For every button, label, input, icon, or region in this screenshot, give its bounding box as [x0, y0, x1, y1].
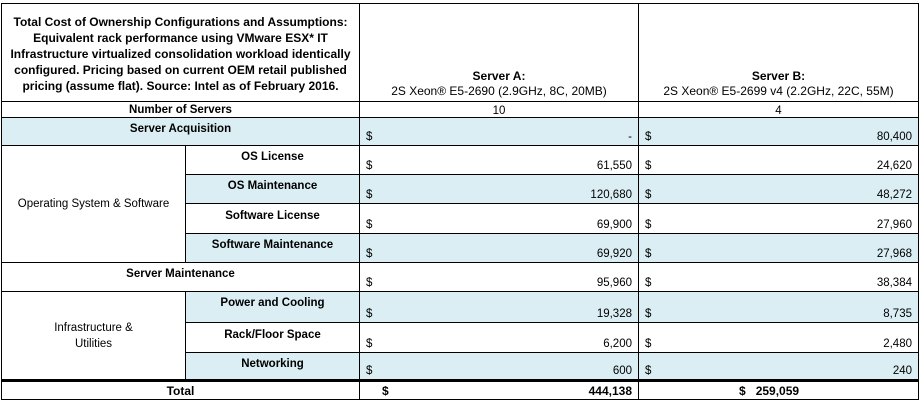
currency-symbol: $: [366, 308, 373, 320]
networking-b: [639, 353, 919, 381]
number-of-servers-label: Number of Servers: [2, 102, 360, 118]
rack-floor-label: Rack/Floor Space: [186, 323, 360, 353]
total-b: [639, 381, 919, 400]
currency-symbol: $: [366, 189, 373, 201]
server-maintenance-a: [360, 263, 639, 292]
server-maintenance-b: [639, 263, 919, 292]
server-maintenance-row: [2, 263, 919, 292]
software-maintenance-b-value: 27,968: [876, 248, 912, 260]
software-maintenance-a: [360, 234, 639, 263]
currency-symbol: $: [366, 338, 373, 350]
currency-symbol: $: [645, 131, 652, 143]
total-b-value: 259,059: [755, 383, 800, 398]
currency-symbol: $: [645, 248, 652, 260]
server-acquisition-a: [360, 118, 639, 146]
currency-symbol: $: [366, 131, 373, 143]
networking-a: [360, 353, 639, 381]
power-cooling-a-value: 19,328: [596, 308, 632, 320]
rack-floor-b: [639, 323, 919, 353]
number-of-servers-a: 10: [360, 102, 639, 118]
software-maintenance-label: Software Maintenance: [186, 234, 360, 263]
os-maintenance-label: OS Maintenance: [186, 175, 360, 204]
rack-floor-a-value: 6,200: [603, 338, 632, 350]
networking-b-value: 240: [892, 365, 912, 377]
power-cooling-label: Power and Cooling: [186, 292, 360, 323]
currency-symbol: $: [645, 338, 652, 350]
intro-text: Total Cost of Ownership Configurations and Assumptions: Equivalent rack performance using VMware ESX* IT Infrastructure virtualized consolidation workload identically configured. Pricing based on current OEM retail published pricing (assume flat). Source: Intel as of February 2016.: [2, 4, 360, 102]
software-license-b: [639, 204, 919, 234]
currency-symbol: $: [645, 308, 652, 320]
currency-symbol: $: [645, 365, 652, 377]
server-acquisition-a-value: -: [628, 131, 632, 143]
infra-group-text: Infrastructure & Utilities: [54, 321, 133, 350]
software-license-b-value: 27,960: [876, 219, 912, 231]
os-maintenance-b-value: 48,272: [876, 189, 912, 201]
currency-symbol: $: [366, 365, 373, 377]
server-b-header: [639, 4, 919, 102]
os-license-a-value: 61,550: [596, 160, 632, 172]
currency-symbol: $: [645, 189, 652, 201]
os-group-label: Operating System & Software: [2, 146, 186, 263]
software-license-a: [360, 204, 639, 234]
number-of-servers-b: 4: [639, 102, 919, 118]
server-acquisition-b-value: 80,400: [876, 131, 912, 143]
software-maintenance-b: [639, 234, 919, 263]
power-cooling-b-value: 8,735: [883, 308, 912, 320]
total-label: Total: [2, 381, 360, 400]
server-b-name: Server B:: [751, 69, 806, 83]
os-maintenance-a: [360, 175, 639, 204]
currency-symbol: $: [366, 160, 373, 172]
os-license-b: [639, 146, 919, 175]
os-license-b-value: 24,620: [876, 160, 912, 172]
number-of-servers-row: [2, 102, 919, 118]
currency-symbol: $: [645, 160, 652, 172]
networking-a-value: 600: [612, 365, 632, 377]
currency-symbol: $: [366, 219, 373, 231]
tco-table: [1, 3, 919, 400]
server-maintenance-b-value: 38,384: [876, 277, 912, 289]
rack-floor-b-value: 2,480: [883, 338, 912, 350]
power-cooling-a: [360, 292, 639, 323]
total-a: [360, 381, 639, 400]
server-a-name: Server A:: [472, 69, 526, 83]
currency-symbol: $: [739, 383, 746, 398]
power-cooling-row: [2, 292, 919, 323]
server-acquisition-row: [2, 118, 919, 146]
server-a-header: [360, 4, 639, 102]
os-maintenance-a-value: 120,680: [590, 189, 632, 201]
software-license-a-value: 69,900: [596, 219, 632, 231]
server-maintenance-a-value: 95,960: [596, 277, 632, 289]
header-row: [2, 4, 919, 102]
networking-label: Networking: [186, 353, 360, 381]
total-row: [2, 381, 919, 400]
currency-symbol: $: [366, 277, 373, 289]
rack-floor-a: [360, 323, 639, 353]
infra-group-label: [2, 292, 186, 381]
os-maintenance-b: [639, 175, 919, 204]
currency-symbol: $: [382, 383, 389, 398]
software-maintenance-a-value: 69,920: [596, 248, 632, 260]
server-a-spec: 2S Xeon® E5-2690 (2.9GHz, 8C, 20MB): [391, 84, 607, 98]
server-maintenance-label: Server Maintenance: [2, 263, 360, 292]
server-acquisition-b: [639, 118, 919, 146]
os-license-a: [360, 146, 639, 175]
currency-symbol: $: [366, 248, 373, 260]
os-license-row: [2, 146, 919, 175]
total-a-value: 444,138: [588, 383, 632, 398]
currency-symbol: $: [645, 277, 652, 289]
server-b-spec: 2S Xeon® E5-2699 v4 (2.2GHz, 22C, 55M): [663, 84, 894, 98]
power-cooling-b: [639, 292, 919, 323]
currency-symbol: $: [645, 219, 652, 231]
software-license-label: Software License: [186, 204, 360, 234]
os-license-label: OS License: [186, 146, 360, 175]
server-acquisition-label: Server Acquisition: [2, 118, 360, 146]
